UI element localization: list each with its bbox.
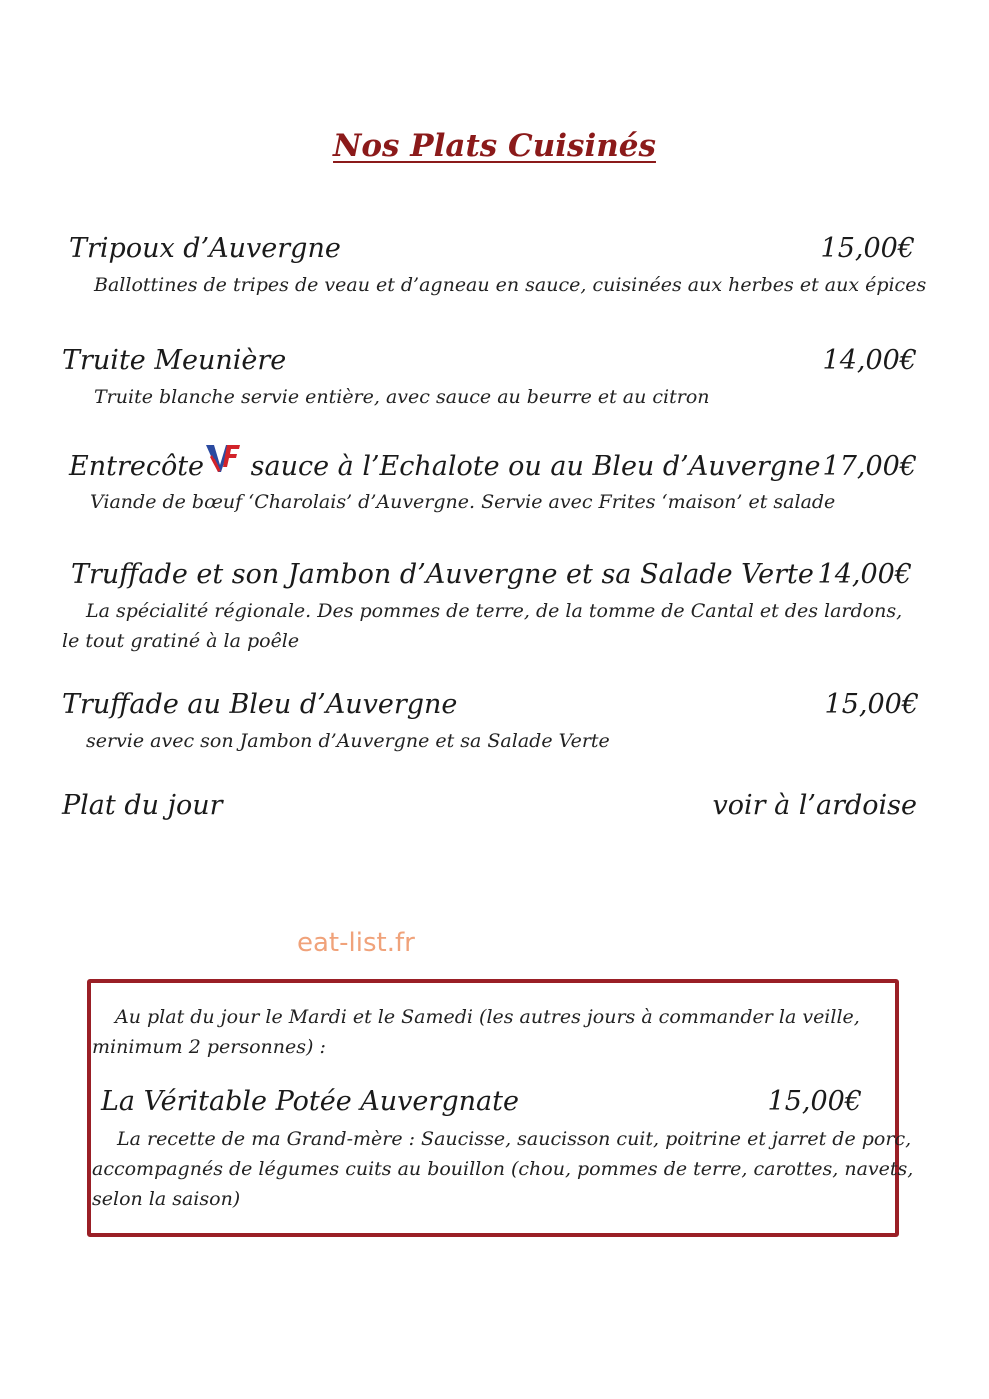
- dish-price: 15,00€: [824, 689, 919, 720]
- dish-name: [69, 451, 820, 482]
- dish-price: voir à l’ardoise: [712, 790, 917, 821]
- special-intro: minimum 2 personnes) :: [92, 1036, 326, 1058]
- dish-name: Truite Meunière: [62, 345, 287, 376]
- dish-price: 14,00€: [817, 559, 912, 590]
- special-intro: Au plat du jour le Mardi et le Samedi (les autres jours à commander la veille,: [115, 1006, 860, 1028]
- dish-price: 15,00€: [820, 233, 915, 264]
- special-dish-name: La Véritable Potée Auvergnate: [101, 1086, 519, 1117]
- dish-name-part: Entrecôte: [69, 451, 205, 482]
- dish-description: Viande de bœuf ‘Charolais’ d’Auvergne. Servie avec Frites ‘maison’ et salade: [90, 491, 836, 513]
- dish-price: 17,00€: [822, 451, 917, 482]
- dish-name: Truffade et son Jambon d’Auvergne et sa Salade Verte: [71, 559, 814, 590]
- special-description: La recette de ma Grand-mère : Saucisse, saucisson cuit, poitrine et jarret de porc,: [117, 1128, 912, 1150]
- special-dish-price: 15,00€: [767, 1086, 862, 1117]
- dish-description: Ballottines de tripes de veau et d’agneau en sauce, cuisinées aux herbes et aux épices: [94, 274, 927, 296]
- special-description: selon la saison): [92, 1188, 241, 1210]
- special-description: accompagnés de légumes cuits au bouillon (chou, pommes de terre, carottes, navets,: [92, 1158, 914, 1180]
- watermark: eat-list.fr: [297, 928, 415, 958]
- dish-description: servie avec son Jambon d’Auvergne et sa Salade Verte: [86, 730, 610, 752]
- dish-name: Plat du jour: [62, 790, 223, 821]
- dish-name-part: sauce à l’Echalote ou au Bleu d’Auvergne: [242, 451, 821, 482]
- dish-name: Tripoux d’Auvergne: [69, 233, 341, 264]
- page-title: Nos Plats Cuisinés: [333, 128, 656, 164]
- dish-price: 14,00€: [822, 345, 917, 376]
- dish-description: le tout gratiné à la poêle: [62, 630, 300, 652]
- viande-francaise-logo-icon: [204, 443, 242, 473]
- dish-description: La spécialité régionale. Des pommes de terre, de la tomme de Cantal et des lardons,: [86, 600, 903, 622]
- dish-name: Truffade au Bleu d’Auvergne: [62, 689, 458, 720]
- dish-description: Truite blanche servie entière, avec sauce au beurre et au citron: [94, 386, 710, 408]
